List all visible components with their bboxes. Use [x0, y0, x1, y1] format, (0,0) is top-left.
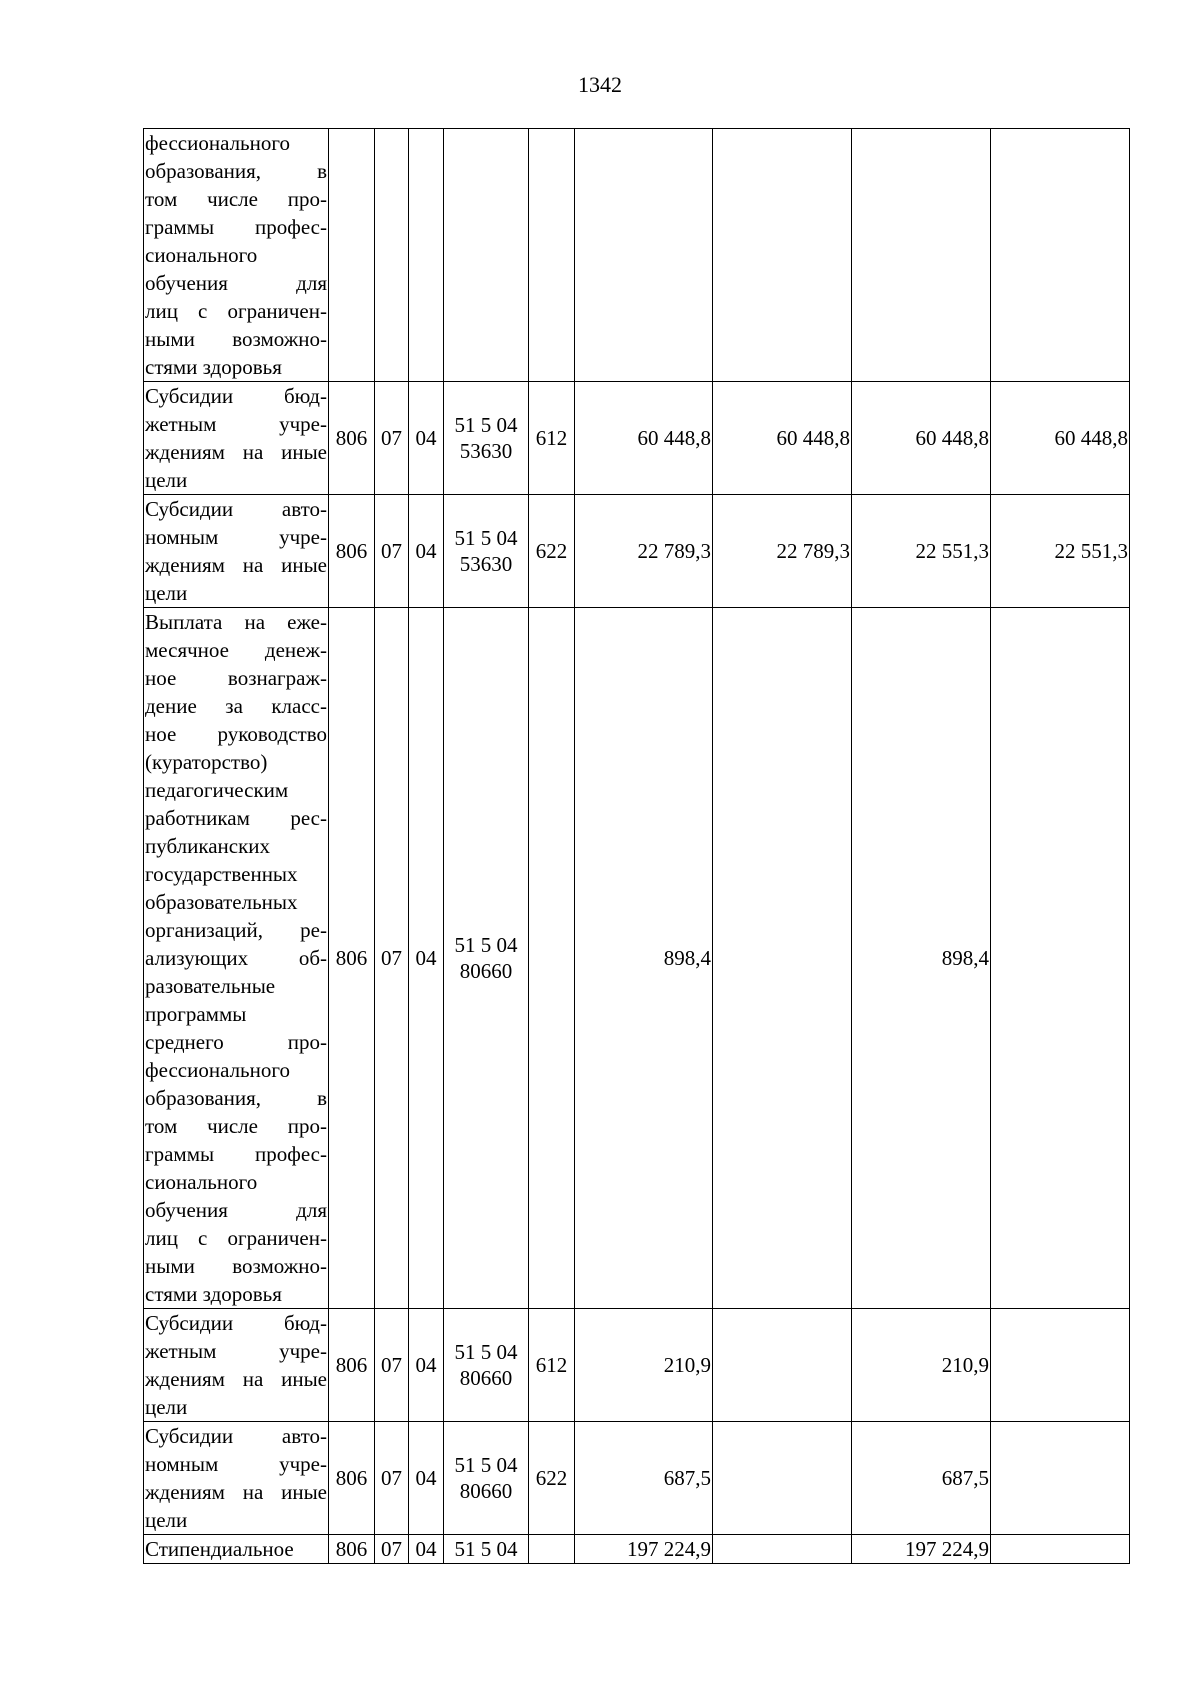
cell-description	[144, 1422, 329, 1535]
description-line: жетным учре-	[145, 412, 327, 436]
description-line: граммы профес-	[145, 1142, 327, 1166]
description-line: фессионального	[145, 131, 290, 155]
cell-gov-code: 806	[329, 1535, 375, 1564]
cell-amount-3: 197 224,9	[852, 1535, 991, 1564]
table-row	[144, 1309, 1130, 1422]
cell-amount-4	[991, 129, 1130, 382]
cell-subsection: 04	[409, 1422, 444, 1535]
description-line: Субсидии бюд-	[145, 384, 327, 408]
cell-target-article	[444, 608, 529, 1309]
cell-target-article	[444, 382, 529, 495]
description-line: ждениям на иные	[145, 440, 327, 464]
cell-amount-3: 22 551,3	[852, 495, 991, 608]
cell-amount-4: 22 551,3	[991, 495, 1130, 608]
cell-description	[144, 1309, 329, 1422]
target-article-suffix: 80660	[459, 1366, 513, 1390]
description-line: ное руководство	[145, 722, 327, 746]
cell-subsection: 04	[409, 495, 444, 608]
cell-target-article	[444, 495, 529, 608]
target-article-suffix: 80660	[459, 1479, 513, 1503]
cell-description	[144, 608, 329, 1309]
description-line: Субсидии авто-	[145, 497, 327, 521]
description-line: лиц с ограничен-	[145, 299, 327, 323]
description-line: сионального	[145, 243, 258, 267]
cell-target-article	[444, 1309, 529, 1422]
target-article-prefix: 51 5 04	[454, 1453, 518, 1477]
description-line: государственных	[145, 862, 298, 886]
cell-description	[144, 129, 329, 382]
cell-subsection: 04	[409, 608, 444, 1309]
description-line: месячное денеж-	[145, 638, 327, 662]
cell-section: 07	[375, 608, 409, 1309]
cell-amount-3: 210,9	[852, 1309, 991, 1422]
cell-section: 07	[375, 1535, 409, 1564]
table-row	[144, 1422, 1130, 1535]
cell-amount-1: 197 224,9	[575, 1535, 713, 1564]
description-line: ждениям на иные	[145, 1367, 327, 1391]
description-line: организаций, ре-	[145, 918, 327, 942]
cell-amount-4	[991, 608, 1130, 1309]
cell-amount-2: 60 448,8	[713, 382, 852, 495]
description-line: ализующих об-	[145, 946, 327, 970]
cell-expense-type	[529, 608, 575, 1309]
target-article-prefix: 51 5 04	[454, 526, 518, 550]
description-line: стями здоровья	[145, 355, 282, 379]
cell-amount-1: 22 789,3	[575, 495, 713, 608]
description-line: ными возможно-	[145, 327, 327, 351]
description-line: Выплата на еже-	[145, 610, 327, 634]
target-article-prefix: 51 5 04	[454, 1340, 518, 1364]
description-line: номным учре-	[145, 525, 327, 549]
cell-expense-type: 612	[529, 1309, 575, 1422]
description-line: цели	[145, 1508, 188, 1532]
description-line: том числе про-	[145, 1114, 327, 1138]
cell-description	[144, 382, 329, 495]
cell-amount-1: 687,5	[575, 1422, 713, 1535]
description-line: образования, в	[145, 159, 327, 183]
description-line: сионального	[145, 1170, 258, 1194]
cell-amount-2	[713, 1535, 852, 1564]
cell-amount-2	[713, 1309, 852, 1422]
cell-description	[144, 1535, 329, 1564]
description-line: обучения для	[145, 1198, 327, 1222]
description-line: ждениям на иные	[145, 553, 327, 577]
table-row	[144, 129, 1130, 382]
cell-section: 07	[375, 1422, 409, 1535]
cell-amount-2	[713, 608, 852, 1309]
target-article-prefix: 51 5 04	[454, 1537, 518, 1561]
target-article-prefix: 51 5 04	[454, 413, 518, 437]
cell-amount-1: 60 448,8	[575, 382, 713, 495]
description-line: лиц с ограничен-	[145, 1226, 327, 1250]
cell-subsection: 04	[409, 382, 444, 495]
cell-amount-2	[713, 1422, 852, 1535]
cell-gov-code: 806	[329, 1422, 375, 1535]
description-line: номным учре-	[145, 1452, 327, 1476]
cell-expense-type: 622	[529, 1422, 575, 1535]
cell-amount-4: 60 448,8	[991, 382, 1130, 495]
cell-description	[144, 495, 329, 608]
description-line: среднего про-	[145, 1030, 327, 1054]
target-article-suffix: 80660	[459, 959, 513, 983]
description-line: том числе про-	[145, 187, 327, 211]
description-line: фессионального	[145, 1058, 290, 1082]
cell-amount-4	[991, 1422, 1130, 1535]
cell-gov-code: 806	[329, 1309, 375, 1422]
description-line: дение за класс-	[145, 694, 327, 718]
description-line: стями здоровья	[145, 1282, 282, 1306]
table-row	[144, 608, 1130, 1309]
cell-expense-type	[529, 129, 575, 382]
description-line: ными возможно-	[145, 1254, 327, 1278]
cell-target-article	[444, 1535, 529, 1564]
cell-amount-4	[991, 1309, 1130, 1422]
cell-section: 07	[375, 382, 409, 495]
description-line: граммы профес-	[145, 215, 327, 239]
description-line: педагогическим	[145, 778, 289, 802]
table-row	[144, 495, 1130, 608]
table-row	[144, 1535, 1130, 1564]
description-line: (кураторство)	[145, 750, 268, 774]
cell-section: 07	[375, 495, 409, 608]
cell-section: 07	[375, 1309, 409, 1422]
description-line: образовательных	[145, 890, 298, 914]
description-line: обучения для	[145, 271, 327, 295]
cell-amount-1	[575, 129, 713, 382]
cell-gov-code: 806	[329, 608, 375, 1309]
description-line: разовательные	[145, 974, 276, 998]
table-row	[144, 382, 1130, 495]
cell-target-article	[444, 1422, 529, 1535]
description-line: образования, в	[145, 1086, 327, 1110]
cell-amount-3: 898,4	[852, 608, 991, 1309]
description-line: цели	[145, 581, 188, 605]
target-article-prefix: 51 5 04	[454, 933, 518, 957]
cell-subsection: 04	[409, 1309, 444, 1422]
description-line: публиканских	[145, 834, 271, 858]
cell-amount-1: 210,9	[575, 1309, 713, 1422]
cell-amount-4	[991, 1535, 1130, 1564]
description-line: цели	[145, 468, 188, 492]
page-number: 1342	[578, 72, 622, 97]
cell-amount-3	[852, 129, 991, 382]
description-line: жетным учре-	[145, 1339, 327, 1363]
cell-amount-3: 687,5	[852, 1422, 991, 1535]
budget-table	[143, 128, 1130, 1564]
cell-amount-1: 898,4	[575, 608, 713, 1309]
description-line: цели	[145, 1395, 188, 1419]
cell-gov-code: 806	[329, 382, 375, 495]
cell-section	[375, 129, 409, 382]
description-line: ное вознаграж-	[145, 666, 327, 690]
cell-subsection: 04	[409, 1535, 444, 1564]
cell-subsection	[409, 129, 444, 382]
cell-expense-type	[529, 1535, 575, 1564]
cell-amount-2	[713, 129, 852, 382]
description-line: Субсидии авто-	[145, 1424, 327, 1448]
description-line: Стипендиальное	[145, 1537, 294, 1561]
description-line: Субсидии бюд-	[145, 1311, 327, 1335]
target-article-suffix: 53630	[459, 552, 513, 576]
cell-amount-2: 22 789,3	[713, 495, 852, 608]
target-article-suffix: 53630	[459, 439, 513, 463]
cell-target-article	[444, 129, 529, 382]
description-line: программы	[145, 1002, 247, 1026]
cell-gov-code: 806	[329, 495, 375, 608]
description-line: ждениям на иные	[145, 1480, 327, 1504]
cell-expense-type: 622	[529, 495, 575, 608]
cell-amount-3: 60 448,8	[852, 382, 991, 495]
description-line: работникам рес-	[145, 806, 327, 830]
cell-expense-type: 612	[529, 382, 575, 495]
cell-gov-code	[329, 129, 375, 382]
